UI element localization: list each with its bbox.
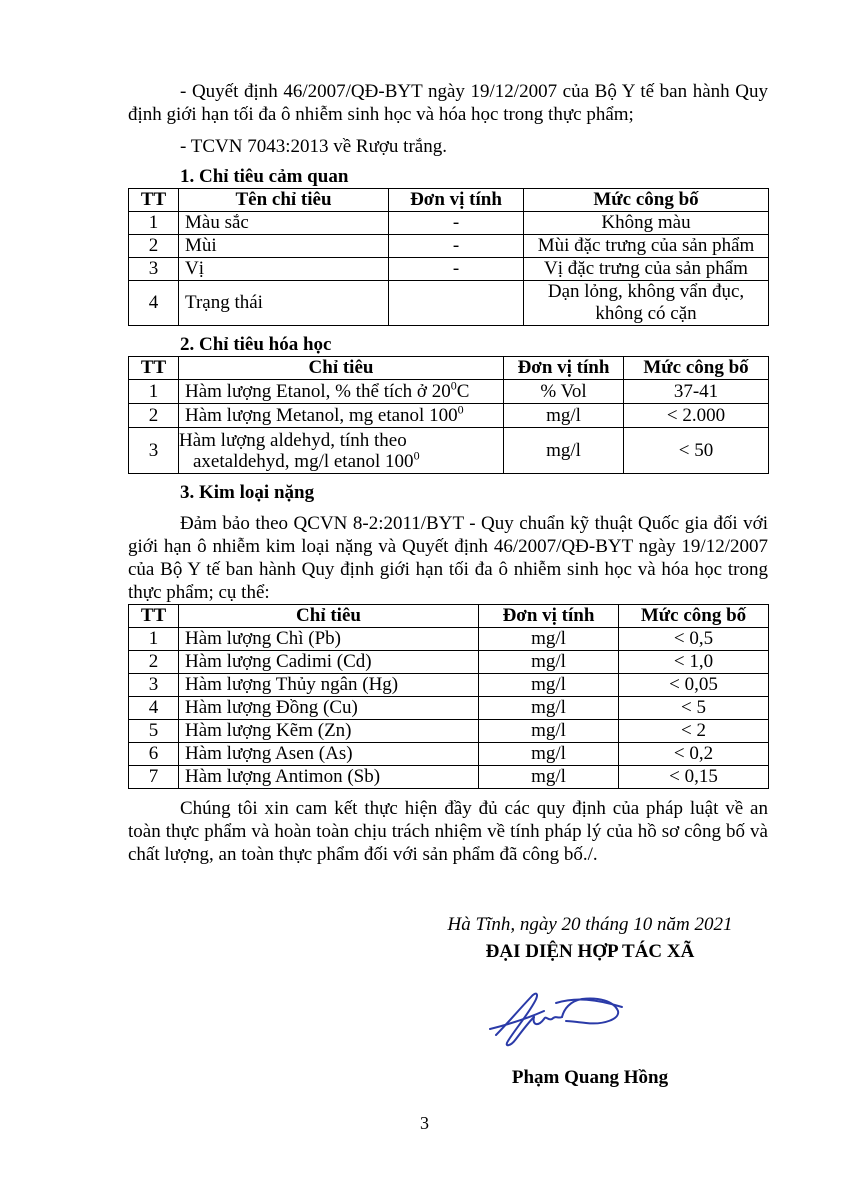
cell-value: < 50 xyxy=(624,428,769,474)
cell-value: Vị đặc trưng của sản phẩm xyxy=(524,258,769,281)
header-unit: Đơn vị tính xyxy=(504,357,624,380)
cell-unit: mg/l xyxy=(504,404,624,428)
table-row xyxy=(129,628,769,651)
header-tt: TT xyxy=(129,189,179,212)
cell-tt: 3 xyxy=(129,258,179,281)
cell-name: Hàm lượng Kẽm (Zn) xyxy=(179,720,479,743)
cell-value: < 0,2 xyxy=(619,743,769,766)
cell-name-text: Hàm lượng Etanol, % thể tích ở 20 xyxy=(185,380,451,402)
table-row xyxy=(129,651,769,674)
cell-unit: mg/l xyxy=(479,766,619,789)
header-name: Chỉ tiêu xyxy=(179,605,479,628)
table-row xyxy=(129,720,769,743)
intro-line-2: - TCVN 7043:2013 về Rượu trắng. xyxy=(180,136,447,157)
cell-unit: % Vol xyxy=(504,380,624,404)
table-row xyxy=(129,380,769,404)
page-number: 3 xyxy=(420,1113,429,1133)
cell-name xyxy=(179,404,504,428)
handwritten-signature xyxy=(486,985,636,1055)
cell-name xyxy=(179,380,504,404)
document-body xyxy=(128,80,768,866)
cell-value: < 0,5 xyxy=(619,628,769,651)
section2-heading: 2. Chỉ tiêu hóa học xyxy=(180,334,332,355)
header-value: Mức công bố xyxy=(524,189,769,212)
header-tt: TT xyxy=(129,357,179,380)
cell-value: < 2 xyxy=(619,720,769,743)
degree-superscript: 0 xyxy=(413,448,420,463)
cell-value: < 0,05 xyxy=(619,674,769,697)
table-header-row xyxy=(129,357,769,380)
cell-value: 37-41 xyxy=(624,380,769,404)
table-row xyxy=(129,281,769,326)
cell-name: Vị xyxy=(179,258,389,281)
signature-date: Hà Tĩnh, ngày 20 tháng 10 năm 2021 xyxy=(447,914,733,935)
cell-unit: - xyxy=(389,235,524,258)
cell-value: Dạn lỏng, không vẩn đục, không có cặn xyxy=(524,281,769,326)
cell-name: Trạng thái xyxy=(179,281,389,326)
header-unit: Đơn vị tính xyxy=(479,605,619,628)
cell-tt: 2 xyxy=(129,235,179,258)
table-row xyxy=(129,212,769,235)
cell-unit: mg/l xyxy=(479,720,619,743)
cell-tt: 6 xyxy=(129,743,179,766)
cell-name-text: Hàm lượng Metanol, mg etanol 100 xyxy=(185,404,458,426)
cell-name: Màu sắc xyxy=(179,212,389,235)
header-tt: TT xyxy=(129,605,179,628)
table-header-row xyxy=(129,605,769,628)
signature-organization: ĐẠI DIỆN HỢP TÁC XÃ xyxy=(485,941,695,962)
cell-name: Hàm lượng Cadimi (Cd) xyxy=(179,651,479,674)
table-row xyxy=(129,258,769,281)
cell-name: Hàm lượng Đồng (Cu) xyxy=(179,697,479,720)
cell-value: < 5 xyxy=(619,697,769,720)
cell-tt: 2 xyxy=(129,404,179,428)
cell-name: Mùi xyxy=(179,235,389,258)
cell-unit: mg/l xyxy=(479,743,619,766)
table-row xyxy=(129,404,769,428)
cell-tt: 3 xyxy=(129,674,179,697)
cell-tt: 4 xyxy=(129,697,179,720)
table-header-row xyxy=(129,189,769,212)
chemical-table xyxy=(128,356,769,474)
cell-value: < 0,15 xyxy=(619,766,769,789)
cell-unit: - xyxy=(389,258,524,281)
sensory-table xyxy=(128,188,769,326)
cell-tt: 5 xyxy=(129,720,179,743)
cell-tt: 1 xyxy=(129,628,179,651)
degree-superscript: 0 xyxy=(457,402,464,417)
table-row xyxy=(129,743,769,766)
cell-tt: 3 xyxy=(129,428,179,474)
cell-name: Hàm lượng Antimon (Sb) xyxy=(179,766,479,789)
cell-name: Hàm lượng Thủy ngân (Hg) xyxy=(179,674,479,697)
header-name: Chỉ tiêu xyxy=(179,357,504,380)
cell-name xyxy=(179,428,504,474)
cell-unit: mg/l xyxy=(479,628,619,651)
cell-tt: 7 xyxy=(129,766,179,789)
cell-unit: mg/l xyxy=(479,674,619,697)
section3-paragraph: Đảm bảo theo QCVN 8-2:2011/BYT - Quy chuẩn kỹ thuật Quốc gia đối với giới hạn ô nhiễm kim loại nặng và Quyết định 46/2007/QĐ-BYT ngày 19/12/2007 của Bộ Y tế ban hành Quy định giới hạn tối đa ô nhiễm sinh học và hóa học trong thực phẩm; cụ thể: xyxy=(128,513,768,603)
header-name: Tên chỉ tiêu xyxy=(179,189,389,212)
section1-heading: 1. Chỉ tiêu cảm quan xyxy=(180,166,349,187)
cell-tt: 1 xyxy=(129,212,179,235)
signer-name: Phạm Quang Hồng xyxy=(511,1067,669,1088)
cell-name: Hàm lượng Asen (As) xyxy=(179,743,479,766)
table-row xyxy=(129,428,769,474)
cell-unit: mg/l xyxy=(504,428,624,474)
table-row xyxy=(129,674,769,697)
heavy-metals-table xyxy=(128,604,769,789)
cell-tt: 2 xyxy=(129,651,179,674)
degree-superscript: 0 xyxy=(450,378,457,393)
cell-value: < 1,0 xyxy=(619,651,769,674)
cell-tt: 1 xyxy=(129,380,179,404)
cell-name-text: Hàm lượng aldehyd, tính theo axetaldehyd, mg/l etanol 100 xyxy=(179,429,414,472)
header-unit: Đơn vị tính xyxy=(389,189,524,212)
table-row xyxy=(129,235,769,258)
header-value: Mức công bố xyxy=(624,357,769,380)
intro-line-1: - Quyết định 46/2007/QĐ-BYT ngày 19/12/2007 của Bộ Y tế ban hành Quy định giới hạn tối đa ô nhiễm sinh học và hóa học trong thực phẩm; xyxy=(128,81,768,125)
cell-value: Không màu xyxy=(524,212,769,235)
commitment-paragraph: Chúng tôi xin cam kết thực hiện đầy đủ các quy định của pháp luật về an toàn thực phẩm và hoàn toàn chịu trách nhiệm về tính pháp lý của hồ sơ công bố và chất lượng, an toàn thực phẩm đối với sản phẩm đã công bố./. xyxy=(128,798,768,865)
cell-name: Hàm lượng Chì (Pb) xyxy=(179,628,479,651)
cell-unit: mg/l xyxy=(479,651,619,674)
cell-value: Mùi đặc trưng của sản phẩm xyxy=(524,235,769,258)
header-value: Mức công bố xyxy=(619,605,769,628)
table-row xyxy=(129,766,769,789)
section3-heading: 3. Kim loại nặng xyxy=(180,482,315,503)
table-row xyxy=(129,697,769,720)
cell-unit xyxy=(389,281,524,326)
cell-tt: 4 xyxy=(129,281,179,326)
cell-unit: - xyxy=(389,212,524,235)
signature-strokes xyxy=(490,994,622,1046)
cell-unit: mg/l xyxy=(479,697,619,720)
cell-name-suffix: C xyxy=(456,380,470,402)
cell-value: < 2.000 xyxy=(624,404,769,428)
